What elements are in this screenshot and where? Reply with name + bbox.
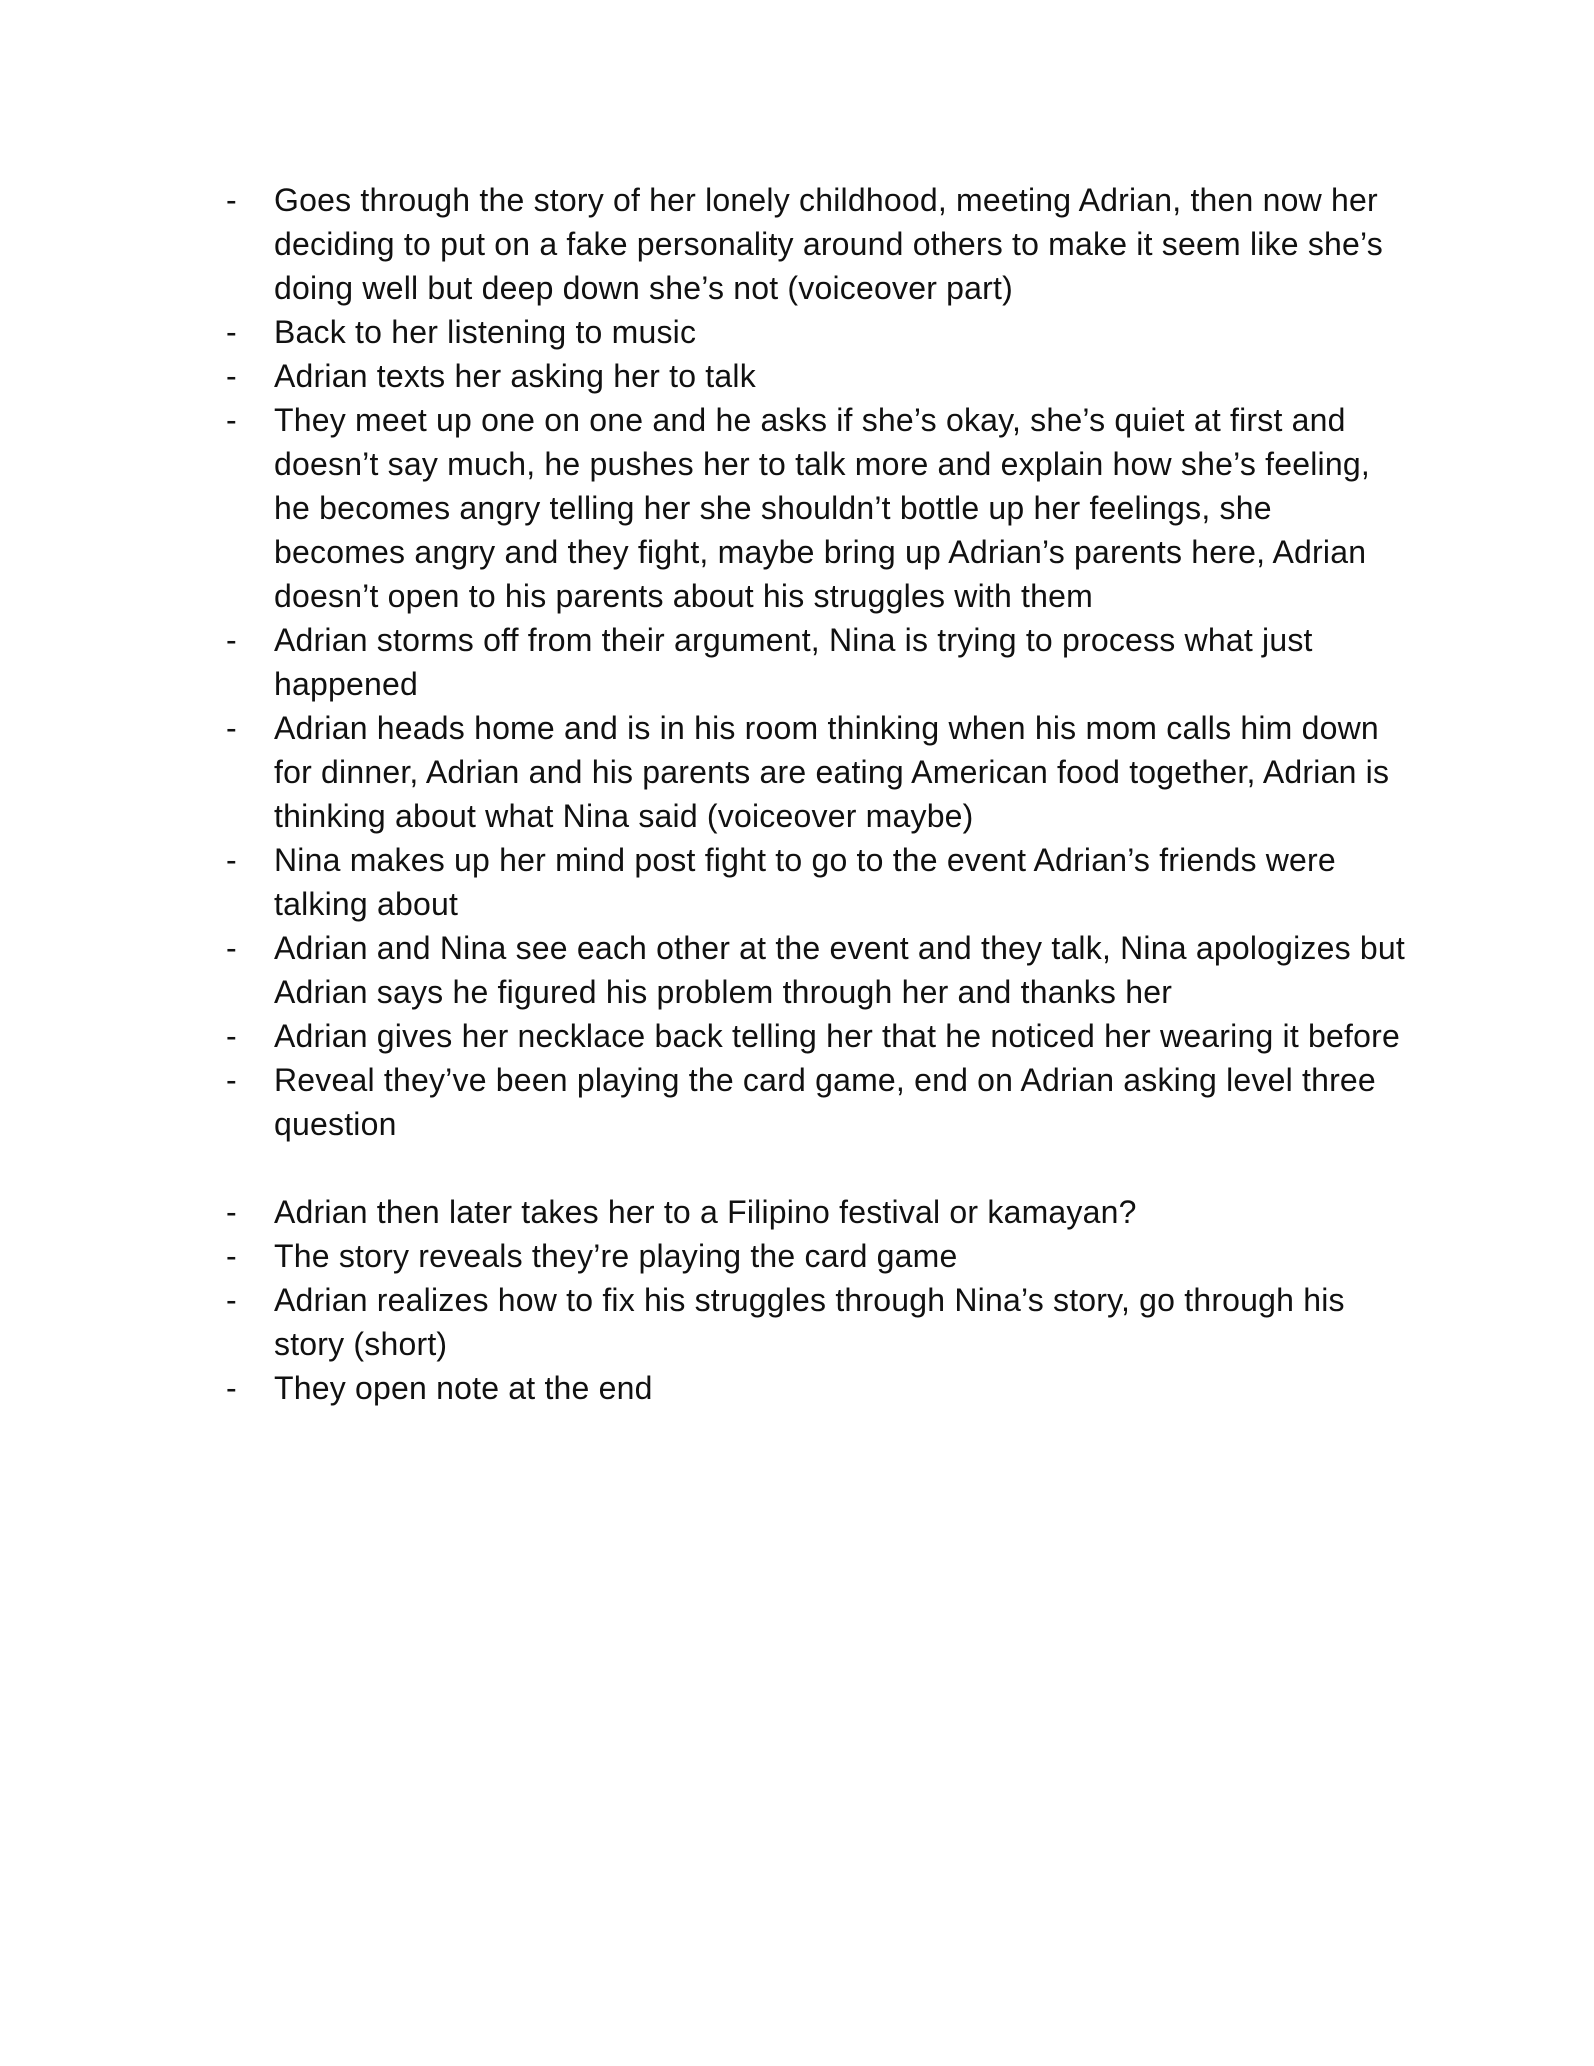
list-item [226,706,1406,838]
bullet-dash: - [226,842,237,878]
bullet-dash: - [226,1194,237,1230]
list-item [226,838,1406,926]
list-item [226,178,1406,310]
bullet-dash: - [226,402,237,438]
bullet-dash: - [226,710,237,746]
bullet-dash: - [226,1018,237,1054]
list-item-text: Adrian then later takes her to a Filipino festival or kamayan? [274,1194,1137,1230]
bullet-dash: - [226,182,237,218]
list-item-text: They meet up one on one and he asks if she’s okay, she’s quiet at first and doesn’t say much, he pushes her to talk more and explain how she’s feeling, he becomes angry telling her she shouldn’t bottle up her feelings, she becomes angry and they fight, maybe bring up Adrian’s parents here, Adrian doesn’t open to his parents about his struggles with them [274,402,1370,614]
list-item-text: Adrian heads home and is in his room thinking when his mom calls him down for dinner, Adrian and his parents are eating American food together, Adrian is thinking about what Nina said (voiceover maybe) [274,710,1390,834]
bullet-dash: - [226,930,237,966]
list-item-text: Adrian texts her asking her to talk [274,358,756,394]
list-item-text: Goes through the story of her lonely childhood, meeting Adrian, then now her deciding to put on a fake personality around others to make it seem like she’s doing well but deep down she’s not (voiceover part) [274,182,1383,306]
list-item [226,1014,1406,1058]
list-item-text: Adrian storms off from their argument, Nina is trying to process what just happened [274,622,1313,702]
list-item [226,1278,1406,1366]
list-item-text: Adrian and Nina see each other at the event and they talk, Nina apologizes but Adrian says he figured his problem through her and thanks her [274,930,1406,1010]
list-item [226,1190,1406,1234]
list-item [226,398,1406,618]
bullet-dash: - [226,314,237,350]
bullet-dash: - [226,1238,237,1274]
bullet-dash: - [226,1370,237,1406]
list-item-text: Reveal they’ve been playing the card game, end on Adrian asking level three question [274,1062,1376,1142]
bullet-dash: - [226,622,237,658]
list-item-text: The story reveals they’re playing the card game [274,1238,958,1274]
blank-line [226,1146,1406,1190]
list-item [226,310,1406,354]
list-item [226,1366,1406,1410]
list-item-text: They open note at the end [274,1370,653,1406]
list-item [226,618,1406,706]
list-item [226,926,1406,1014]
bullet-dash: - [226,358,237,394]
list-item [226,1234,1406,1278]
bullet-dash: - [226,1282,237,1318]
list-item [226,354,1406,398]
list-item [226,1058,1406,1146]
bullet-dash: - [226,1062,237,1098]
list-item-text: Nina makes up her mind post fight to go to the event Adrian’s friends were talking about [274,842,1336,922]
list-item-text: Adrian gives her necklace back telling her that he noticed her wearing it before [274,1018,1400,1054]
list-item-text: Back to her listening to music [274,314,697,350]
bullet-list [226,178,1406,1410]
list-item-text: Adrian realizes how to fix his struggles through Nina’s story, go through his story (short) [274,1282,1345,1362]
